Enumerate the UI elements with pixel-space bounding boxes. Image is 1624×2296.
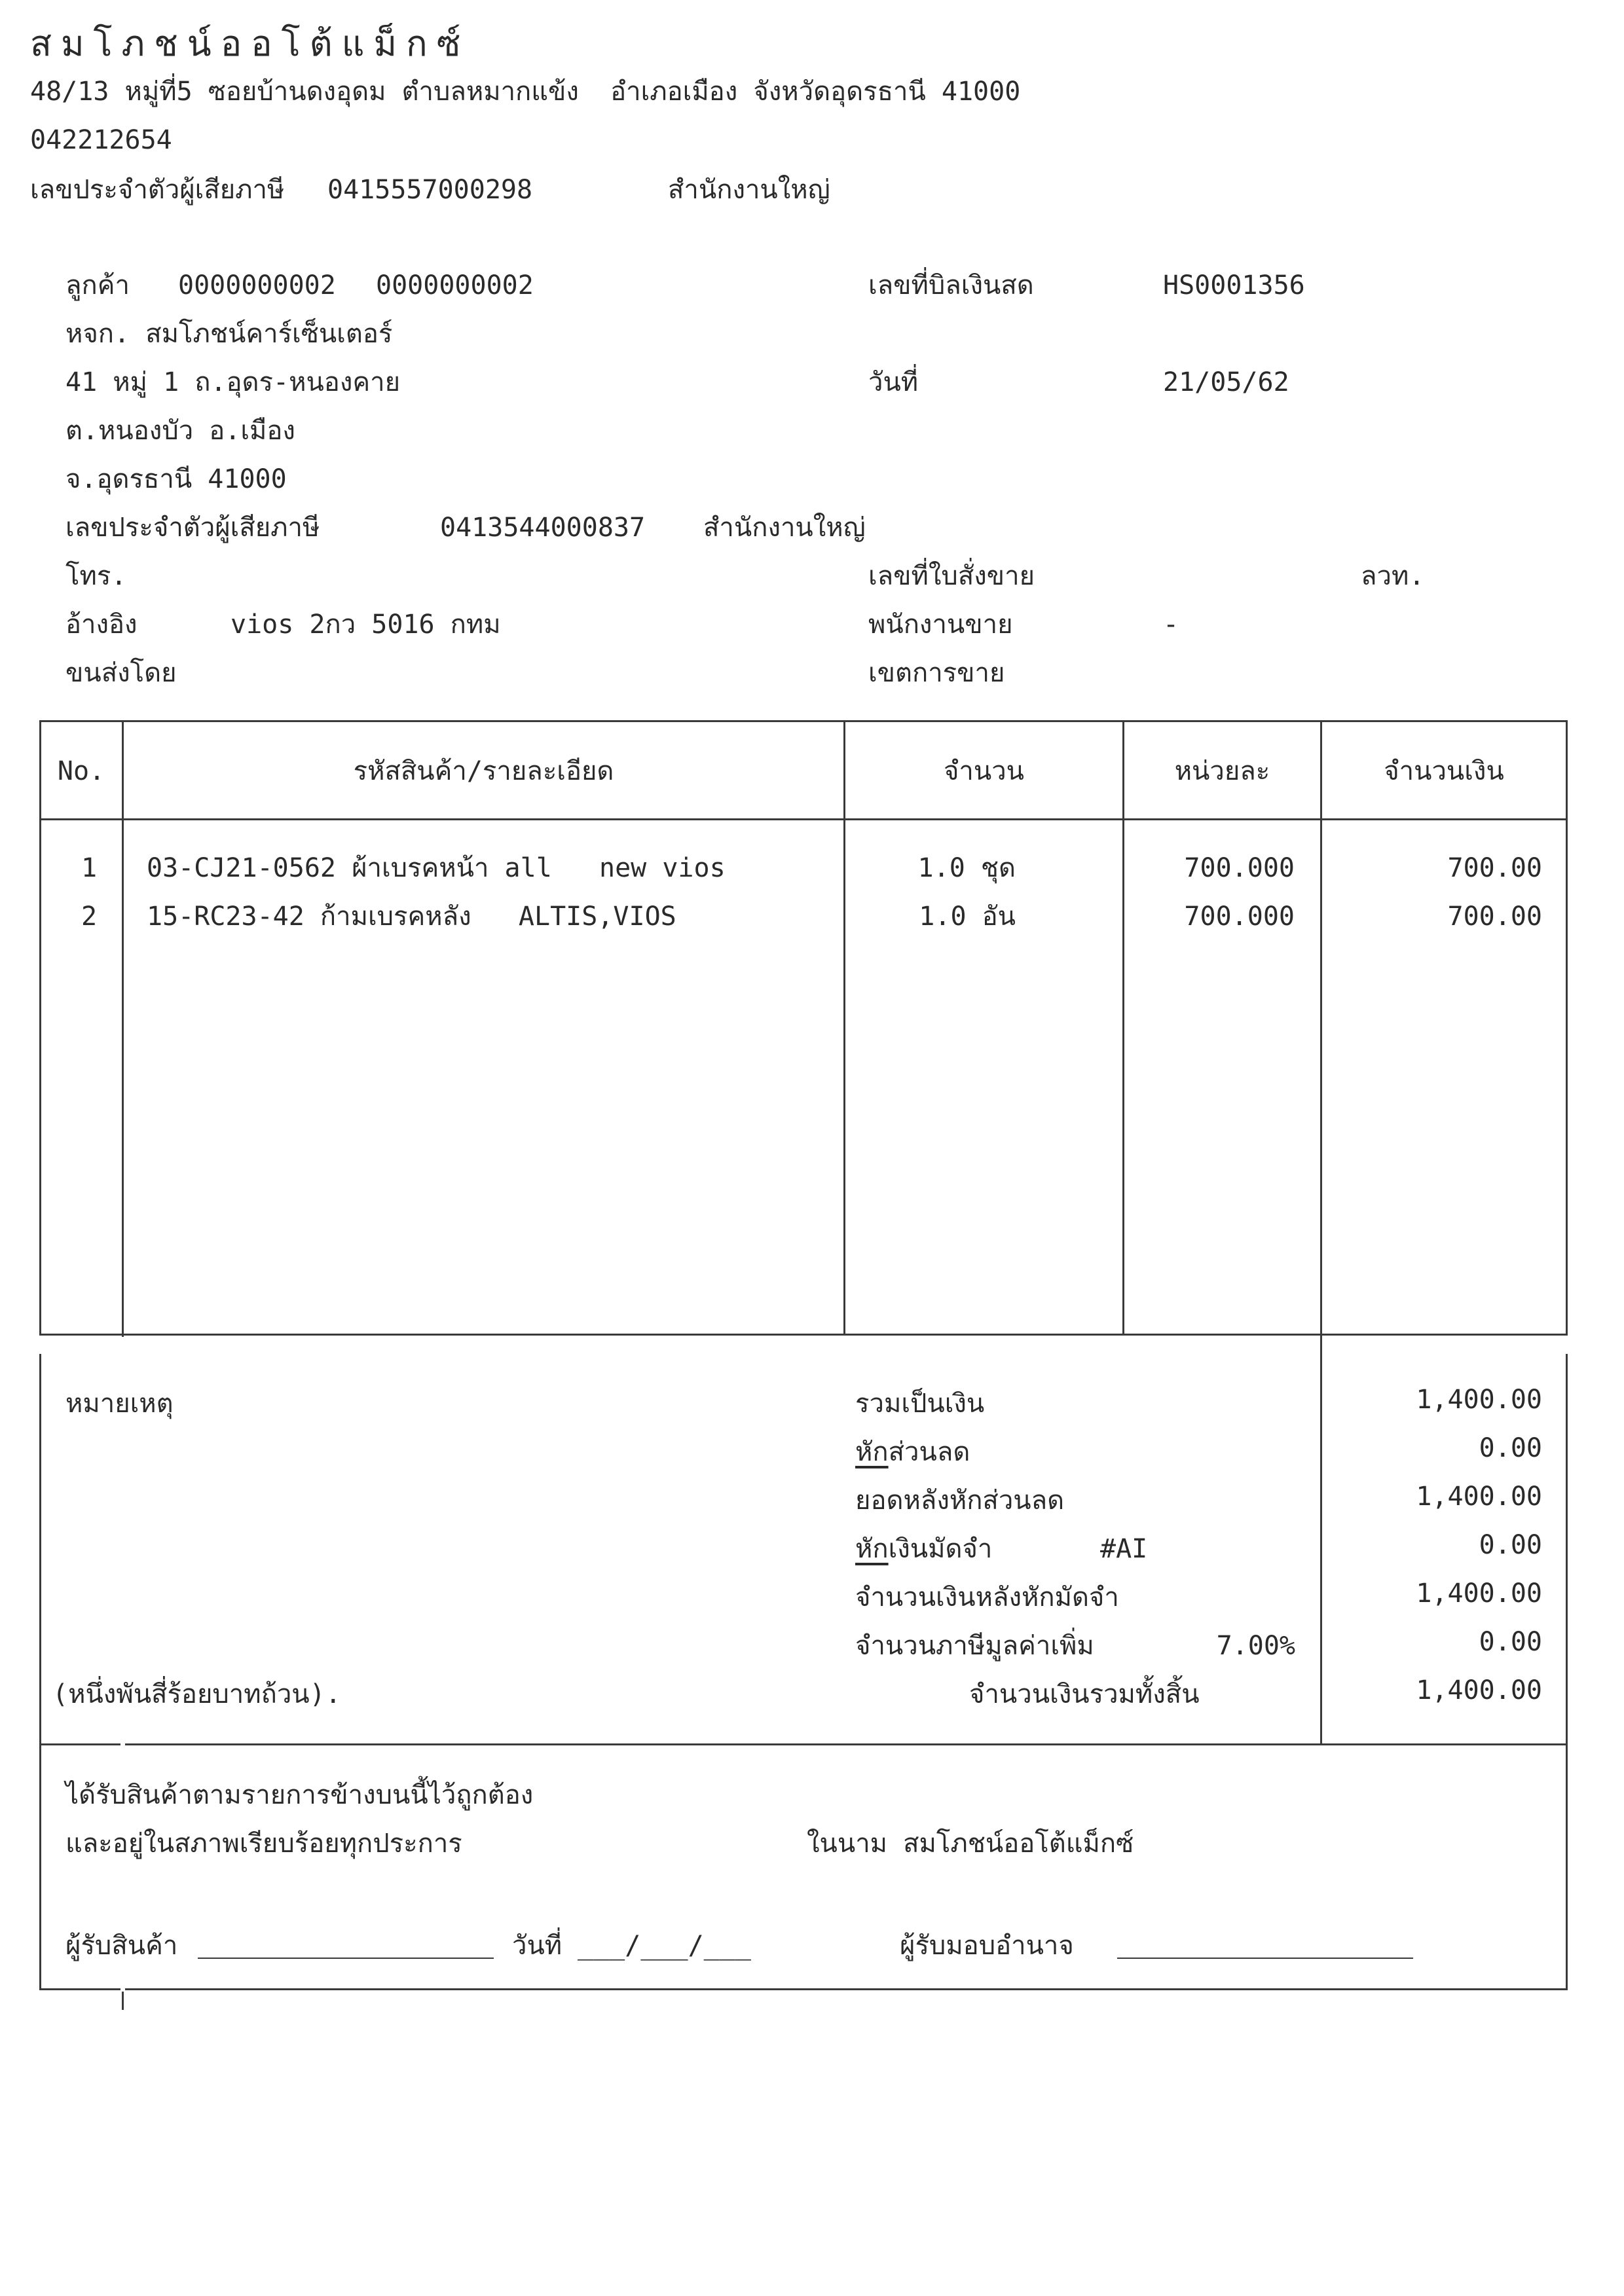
remark-label: หมายเหตุ — [65, 1389, 174, 1419]
header-item: รหัสสินค้า/รายละเอียด — [353, 756, 614, 786]
column-divider — [1122, 720, 1124, 1336]
customer-tax-id: 0413544000837 — [440, 513, 646, 543]
salesperson-value: - — [1163, 610, 1179, 640]
sales-order-value: ลวท. — [1361, 561, 1425, 591]
header-quantity: จำนวน — [943, 756, 1025, 786]
bill-number-label: เลขที่บิลเงินสด — [868, 270, 1034, 301]
grand-total-label: จำนวนเงินรวมทั้งสิ้น — [969, 1679, 1200, 1709]
row-item: 15-RC23-42 ก้ามเบรคหลัง ALTIS,VIOS — [147, 902, 676, 932]
row-unit-price: 700.000 — [1184, 853, 1295, 883]
after-discount-value: 1,400.00 — [1416, 1482, 1542, 1512]
receive-date-label: วันที่ — [512, 1931, 563, 1961]
customer-code-2: 0000000002 — [376, 270, 534, 301]
invoice-date-label: วันที่ — [868, 367, 919, 397]
receiver-label: ผู้รับสินค้า — [65, 1931, 178, 1961]
sales-area-label: เขตการขาย — [868, 658, 1005, 688]
customer-code-1: 0000000002 — [178, 270, 336, 301]
company-name: สมโภชน์ออโต้แม็กซ์ — [30, 23, 470, 64]
row-unit-price: 700.000 — [1184, 902, 1295, 932]
authorized-signature-line — [1117, 1958, 1413, 1959]
deposit-value: 0.00 — [1479, 1530, 1542, 1560]
discount-prefix: หัก — [855, 1437, 889, 1467]
reference-value: vios 2กว 5016 กทม — [231, 610, 501, 640]
receive-date-blank: ___/___/___ — [578, 1931, 751, 1961]
on-behalf-of: ในนาม สมโภชน์ออโต้แม็กซ์ — [807, 1829, 1134, 1859]
company-tax-id: 0415557000298 — [327, 175, 533, 205]
row-no: 2 — [81, 902, 98, 932]
invoice-date: 21/05/62 — [1163, 367, 1289, 397]
bill-number: HS0001356 — [1163, 270, 1305, 301]
discount-value: 0.00 — [1479, 1433, 1542, 1463]
deposit-prefix: หัก — [855, 1534, 889, 1564]
table-header-divider — [39, 818, 1568, 820]
subtotal-label: รวมเป็นเงิน — [855, 1389, 985, 1419]
vat-value: 0.00 — [1479, 1627, 1542, 1657]
company-phone: 042212654 — [30, 125, 172, 155]
after-deposit-value: 1,400.00 — [1416, 1578, 1542, 1609]
items-table — [39, 720, 1568, 1336]
deposit-suffix: เงินมัดจำ — [888, 1534, 993, 1564]
customer-address-line-2: ต.หนองบัว อ.เมือง — [65, 416, 295, 446]
vat-rate: 7.00% — [1216, 1631, 1295, 1661]
row-quantity: 1.0 อัน — [919, 902, 1016, 932]
customer-branch: สำนักงานใหญ่ — [703, 513, 866, 543]
footer-divider — [39, 1743, 1568, 1745]
header-unit-price: หน่วยละ — [1174, 756, 1270, 786]
authorized-label: ผู้รับมอบอำนาจ — [900, 1931, 1074, 1961]
receiver-signature-line — [198, 1958, 494, 1959]
reference-label: อ้างอิง — [65, 610, 138, 640]
after-discount-label: ยอดหลังหักส่วนลด — [855, 1485, 1065, 1516]
row-amount: 700.00 — [1447, 902, 1542, 932]
after-deposit-label: จำนวนเงินหลังหักมัดจำ — [855, 1582, 1119, 1613]
customer-tax-label: เลขประจำตัวผู้เสียภาษี — [65, 513, 320, 543]
customer-name: หจก. สมโภชน์คาร์เซ็นเตอร์ — [65, 319, 393, 349]
amount-in-words: (หนึ่งพันสี่ร้อยบาทถ้วน). — [52, 1679, 341, 1709]
vat-label: จำนวนภาษีมูลค่าเพิ่ม — [855, 1631, 1094, 1661]
company-address: 48/13 หมู่ที่5 ซอยบ้านดงอุดม ตำบลหมากแข้ง อำเภอเมือง จังหวัดอุดรธานี 41000 — [30, 77, 1021, 107]
deposit-label — [855, 1536, 992, 1562]
customer-address-line-1: 41 หมู่ 1 ถ.อุดร-หนองคาย — [65, 367, 401, 397]
row-quantity: 1.0 ชุด — [917, 853, 1016, 883]
customer-address-line-3: จ.อุดรธานี 41000 — [65, 464, 287, 494]
row-no: 1 — [81, 853, 98, 883]
header-no: No. — [57, 756, 105, 786]
company-tax-label: เลขประจำตัวผู้เสียภาษี — [30, 175, 285, 205]
shipping-label: ขนส่งโดย — [65, 658, 177, 688]
row-amount: 700.00 — [1447, 853, 1542, 883]
header-amount: จำนวนเงิน — [1384, 756, 1504, 786]
customer-phone-label: โทร. — [65, 561, 127, 591]
deposit-code: #AI — [1100, 1534, 1148, 1564]
discount-suffix: ส่วนลด — [888, 1437, 970, 1467]
customer-label: ลูกค้า — [65, 270, 130, 301]
grand-total-value: 1,400.00 — [1416, 1675, 1542, 1705]
subtotal-value: 1,400.00 — [1416, 1385, 1542, 1415]
salesperson-label: พนักงานขาย — [868, 610, 1013, 640]
company-branch: สำนักงานใหญ่ — [668, 175, 830, 205]
received-statement-line-2: และอยู่ในสภาพเรียบร้อยทุกประการ — [65, 1829, 462, 1859]
discount-label — [855, 1439, 970, 1465]
column-divider — [843, 720, 845, 1336]
received-statement-line-1: ได้รับสินค้าตามรายการข้างบนนี้ไว้ถูกต้อง — [65, 1780, 534, 1810]
row-item: 03-CJ21-0562 ผ้าเบรคหน้า all new vios — [147, 853, 726, 883]
sales-order-label: เลขที่ใบสั่งขาย — [868, 561, 1035, 591]
